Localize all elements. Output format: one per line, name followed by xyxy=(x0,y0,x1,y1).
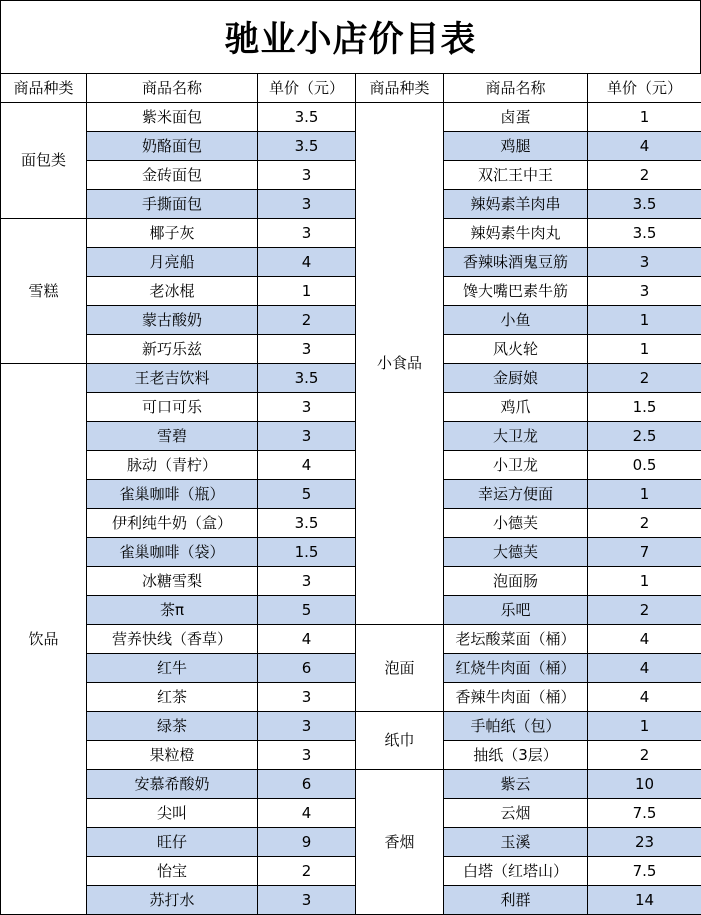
item-price-cell: 3 xyxy=(258,886,356,915)
table-row xyxy=(1,480,701,509)
item-price-cell: 3 xyxy=(258,422,356,451)
table-row xyxy=(1,161,701,190)
category-cell: 雪糕 xyxy=(1,219,87,364)
item-name-cell: 金厨娘 xyxy=(444,364,588,393)
item-price-cell: 9 xyxy=(258,828,356,857)
item-name-cell: 蒙古酸奶 xyxy=(87,306,258,335)
item-name-cell: 白塔（红塔山） xyxy=(444,857,588,886)
item-price-cell: 14 xyxy=(588,886,701,915)
item-price-cell: 1 xyxy=(588,712,701,741)
item-name-cell: 雀巢咖啡（袋） xyxy=(87,538,258,567)
item-name-cell: 乐吧 xyxy=(444,596,588,625)
table-row xyxy=(1,654,701,683)
item-name-cell: 冰糖雪梨 xyxy=(87,567,258,596)
category-cell: 饮品 xyxy=(1,364,87,915)
item-price-cell: 3 xyxy=(258,741,356,770)
item-price-cell: 7 xyxy=(588,538,701,567)
header-cell: 商品种类 xyxy=(1,74,87,103)
table-row xyxy=(1,712,701,741)
item-price-cell: 2 xyxy=(588,596,701,625)
item-name-cell: 王老吉饮料 xyxy=(87,364,258,393)
table-row xyxy=(1,103,701,132)
item-price-cell: 4 xyxy=(258,451,356,480)
item-name-cell: 鸡爪 xyxy=(444,393,588,422)
table-row xyxy=(1,596,701,625)
category-cell: 泡面 xyxy=(356,625,444,712)
item-name-cell: 辣妈素羊肉串 xyxy=(444,190,588,219)
item-name-cell: 卤蛋 xyxy=(444,103,588,132)
item-name-cell: 苏打水 xyxy=(87,886,258,915)
item-name-cell: 老坛酸菜面（桶） xyxy=(444,625,588,654)
item-name-cell: 云烟 xyxy=(444,799,588,828)
table-row xyxy=(1,451,701,480)
item-name-cell: 手帕纸（包） xyxy=(444,712,588,741)
item-price-cell: 3 xyxy=(588,248,701,277)
item-name-cell: 老冰棍 xyxy=(87,277,258,306)
item-price-cell: 7.5 xyxy=(588,799,701,828)
item-name-cell: 营养快线（香草） xyxy=(87,625,258,654)
item-price-cell: 3 xyxy=(258,161,356,190)
item-price-cell: 3 xyxy=(588,277,701,306)
item-price-cell: 4 xyxy=(588,683,701,712)
item-price-cell: 1.5 xyxy=(258,538,356,567)
item-price-cell: 6 xyxy=(258,654,356,683)
item-name-cell: 泡面肠 xyxy=(444,567,588,596)
item-price-cell: 6 xyxy=(258,770,356,799)
header-row xyxy=(1,74,701,103)
item-name-cell: 小鱼 xyxy=(444,306,588,335)
item-price-cell: 1 xyxy=(588,567,701,596)
table-row xyxy=(1,422,701,451)
item-price-cell: 3 xyxy=(258,393,356,422)
item-name-cell: 伊利纯牛奶（盒） xyxy=(87,509,258,538)
item-name-cell: 茶π xyxy=(87,596,258,625)
item-name-cell: 月亮船 xyxy=(87,248,258,277)
item-name-cell: 双汇王中王 xyxy=(444,161,588,190)
table-row xyxy=(1,335,701,364)
table-row xyxy=(1,857,701,886)
item-price-cell: 3 xyxy=(258,335,356,364)
item-price-cell: 3.5 xyxy=(258,364,356,393)
item-price-cell: 1.5 xyxy=(588,393,701,422)
item-name-cell: 雀巢咖啡（瓶） xyxy=(87,480,258,509)
item-name-cell: 金砖面包 xyxy=(87,161,258,190)
item-name-cell: 幸运方便面 xyxy=(444,480,588,509)
table-row xyxy=(1,509,701,538)
item-price-cell: 4 xyxy=(258,625,356,654)
item-price-cell: 2 xyxy=(588,161,701,190)
item-price-cell: 5 xyxy=(258,596,356,625)
item-name-cell: 果粒橙 xyxy=(87,741,258,770)
table-row xyxy=(1,277,701,306)
item-name-cell: 脉动（青柠） xyxy=(87,451,258,480)
header-cell: 商品名称 xyxy=(444,74,588,103)
item-price-cell: 4 xyxy=(258,799,356,828)
item-price-cell: 2 xyxy=(258,857,356,886)
item-price-cell: 1 xyxy=(588,306,701,335)
item-name-cell: 红牛 xyxy=(87,654,258,683)
item-price-cell: 3.5 xyxy=(588,190,701,219)
table-row xyxy=(1,799,701,828)
category-cell: 纸巾 xyxy=(356,712,444,770)
item-price-cell: 3.5 xyxy=(258,509,356,538)
item-name-cell: 紫云 xyxy=(444,770,588,799)
table-row xyxy=(1,306,701,335)
table-row xyxy=(1,770,701,799)
item-name-cell: 馋大嘴巴素牛筋 xyxy=(444,277,588,306)
item-price-cell: 3 xyxy=(258,567,356,596)
item-name-cell: 抽纸（3层） xyxy=(444,741,588,770)
item-price-cell: 2 xyxy=(588,741,701,770)
item-name-cell: 大卫龙 xyxy=(444,422,588,451)
item-price-cell: 3 xyxy=(258,683,356,712)
item-name-cell: 安慕希酸奶 xyxy=(87,770,258,799)
item-price-cell: 4 xyxy=(588,625,701,654)
table-row xyxy=(1,393,701,422)
item-price-cell: 4 xyxy=(588,654,701,683)
item-name-cell: 大德芙 xyxy=(444,538,588,567)
table-row xyxy=(1,683,701,712)
table-row xyxy=(1,248,701,277)
table-body xyxy=(1,103,701,915)
item-price-cell: 3.5 xyxy=(588,219,701,248)
table-row xyxy=(1,625,701,654)
header-cell: 商品种类 xyxy=(356,74,444,103)
table-row xyxy=(1,190,701,219)
item-price-cell: 0.5 xyxy=(588,451,701,480)
item-name-cell: 香辣味酒鬼豆筋 xyxy=(444,248,588,277)
item-name-cell: 奶酪面包 xyxy=(87,132,258,161)
item-price-cell: 3 xyxy=(258,712,356,741)
category-cell: 小食品 xyxy=(356,103,444,625)
item-name-cell: 风火轮 xyxy=(444,335,588,364)
header-cell: 单价（元） xyxy=(258,74,356,103)
item-price-cell: 4 xyxy=(258,248,356,277)
item-price-cell: 3.5 xyxy=(258,103,356,132)
item-name-cell: 玉溪 xyxy=(444,828,588,857)
price-table xyxy=(0,73,701,915)
item-price-cell: 1 xyxy=(258,277,356,306)
table-row xyxy=(1,741,701,770)
category-cell: 面包类 xyxy=(1,103,87,219)
item-price-cell: 3 xyxy=(258,190,356,219)
item-price-cell: 23 xyxy=(588,828,701,857)
table-row xyxy=(1,567,701,596)
category-cell: 香烟 xyxy=(356,770,444,915)
item-name-cell: 小德芙 xyxy=(444,509,588,538)
table-row xyxy=(1,364,701,393)
item-name-cell: 利群 xyxy=(444,886,588,915)
header-cell: 单价（元） xyxy=(588,74,701,103)
table-row xyxy=(1,886,701,915)
item-name-cell: 小卫龙 xyxy=(444,451,588,480)
item-name-cell: 可口可乐 xyxy=(87,393,258,422)
page-title: 驰业小店价目表 xyxy=(0,0,701,74)
item-name-cell: 尖叫 xyxy=(87,799,258,828)
item-name-cell: 鸡腿 xyxy=(444,132,588,161)
table-row xyxy=(1,132,701,161)
item-price-cell: 5 xyxy=(258,480,356,509)
item-name-cell: 旺仔 xyxy=(87,828,258,857)
item-name-cell: 红茶 xyxy=(87,683,258,712)
item-price-cell: 2.5 xyxy=(588,422,701,451)
item-price-cell: 3.5 xyxy=(258,132,356,161)
header-cell: 商品名称 xyxy=(87,74,258,103)
item-price-cell: 2 xyxy=(588,509,701,538)
table-row xyxy=(1,538,701,567)
item-name-cell: 椰子灰 xyxy=(87,219,258,248)
item-name-cell: 手撕面包 xyxy=(87,190,258,219)
item-price-cell: 3 xyxy=(258,219,356,248)
item-price-cell: 2 xyxy=(588,364,701,393)
item-price-cell: 4 xyxy=(588,132,701,161)
item-price-cell: 1 xyxy=(588,480,701,509)
item-name-cell: 辣妈素牛肉丸 xyxy=(444,219,588,248)
item-name-cell: 紫米面包 xyxy=(87,103,258,132)
table-row xyxy=(1,219,701,248)
item-name-cell: 雪碧 xyxy=(87,422,258,451)
item-price-cell: 7.5 xyxy=(588,857,701,886)
item-name-cell: 新巧乐兹 xyxy=(87,335,258,364)
item-price-cell: 10 xyxy=(588,770,701,799)
item-price-cell: 1 xyxy=(588,335,701,364)
item-name-cell: 绿茶 xyxy=(87,712,258,741)
item-name-cell: 红烧牛肉面（桶） xyxy=(444,654,588,683)
item-name-cell: 怡宝 xyxy=(87,857,258,886)
item-price-cell: 2 xyxy=(258,306,356,335)
item-name-cell: 香辣牛肉面（桶） xyxy=(444,683,588,712)
item-price-cell: 1 xyxy=(588,103,701,132)
table-row xyxy=(1,828,701,857)
